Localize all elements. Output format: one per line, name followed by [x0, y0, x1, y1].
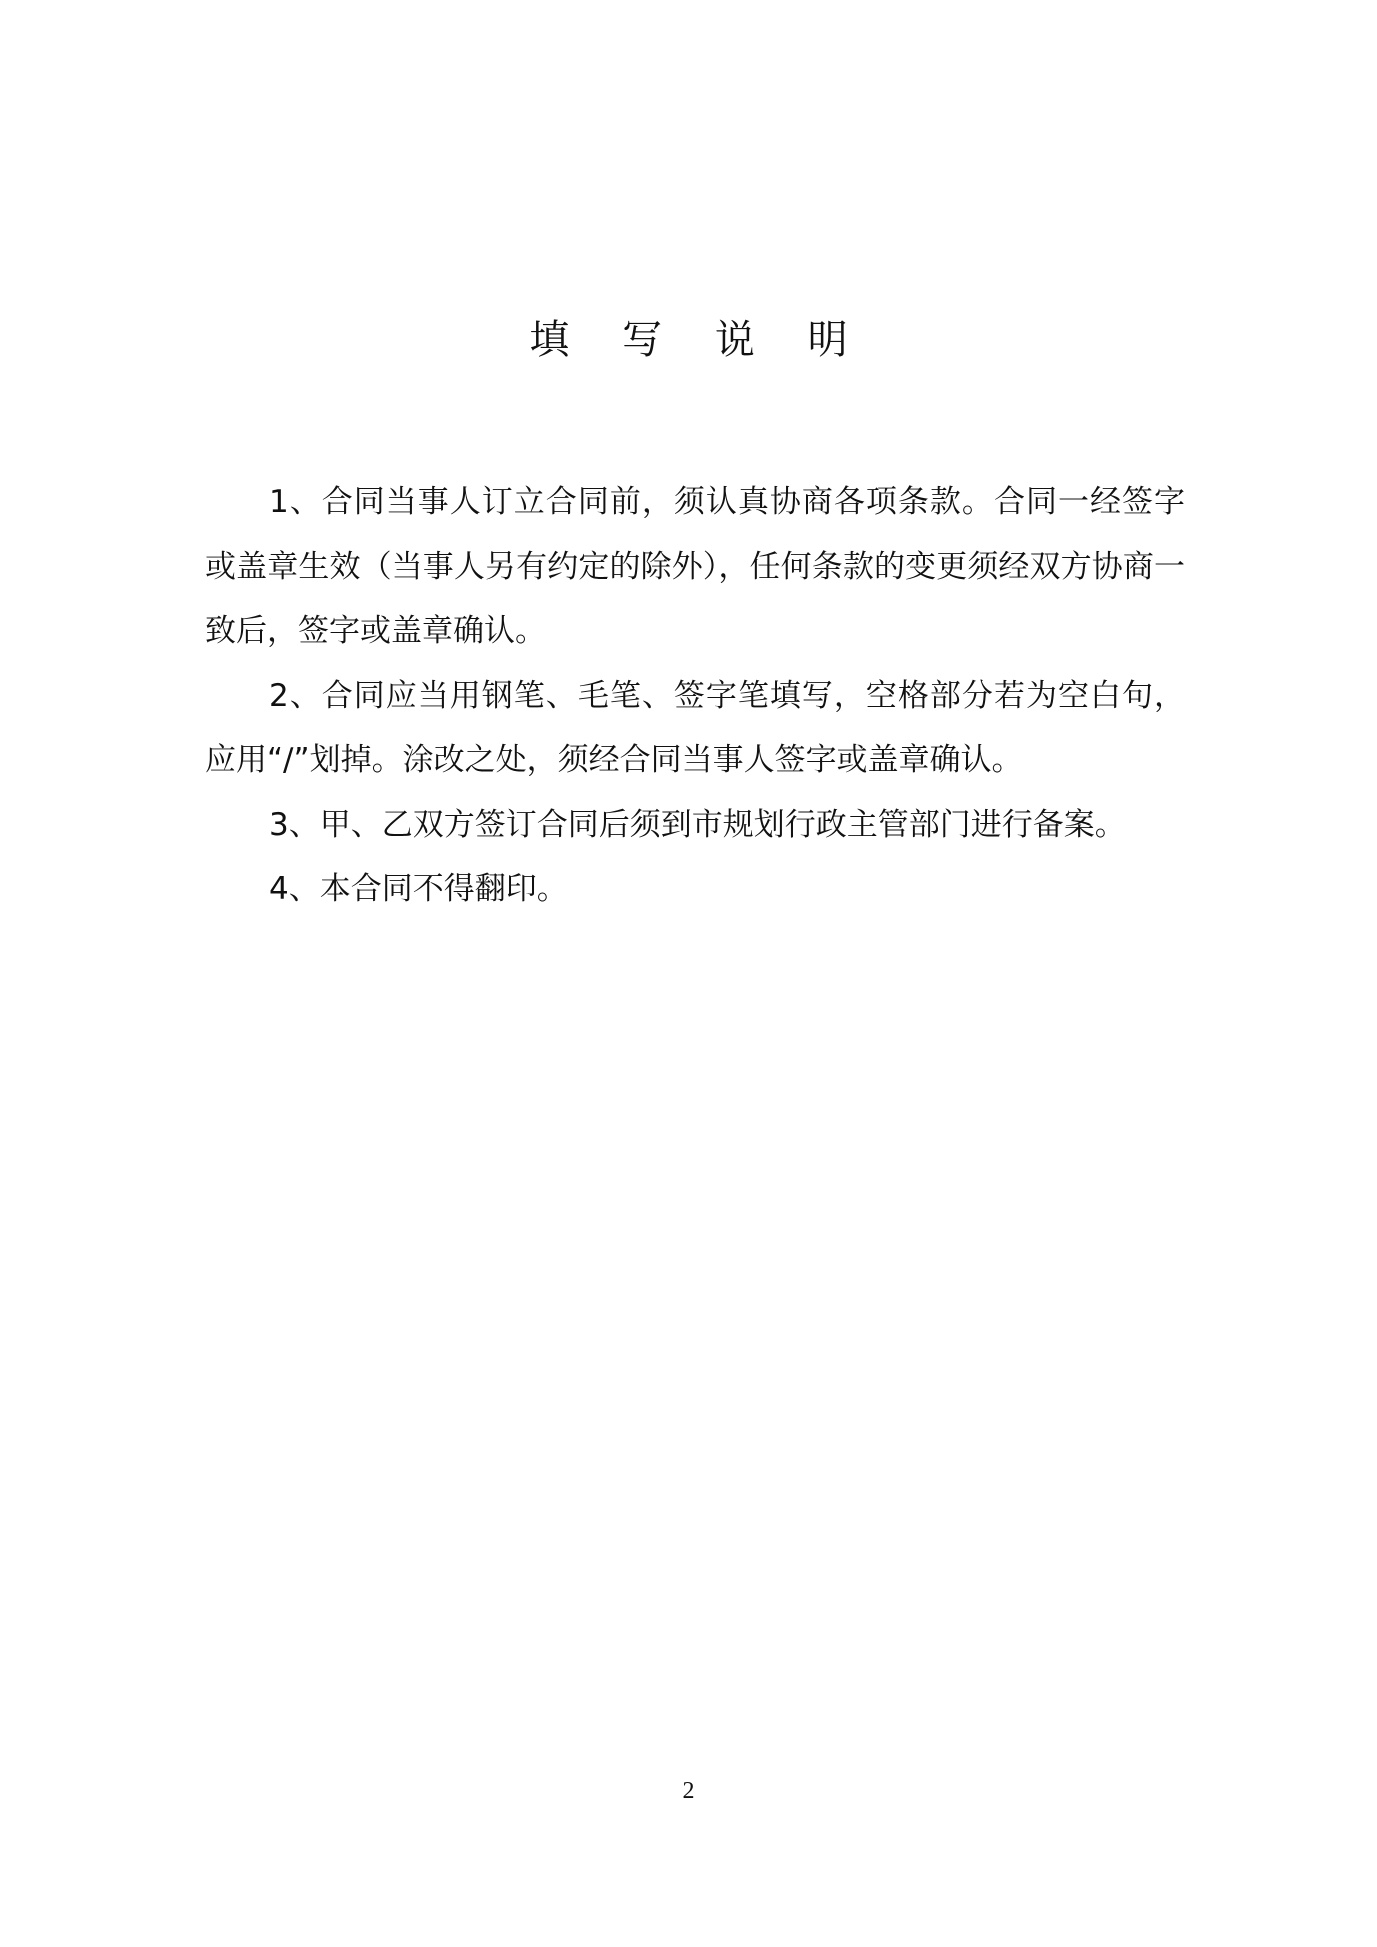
instruction-item-1: 1、合同当事人订立合同前，须认真协商各项条款。合同一经签字或盖章生效（当事人另有约定的除外），任何条款的变更须经双方协商一致后，签字或盖章确认。 — [205, 484, 1185, 649]
instruction-item-4: 4、本合同不得翻印。 — [269, 871, 568, 907]
page-title: 填 写 说 明 — [529, 317, 868, 363]
instruction-item-3: 3、甲、乙双方签订合同后须到市规划行政主管部门进行备案。 — [269, 806, 1126, 843]
instruction-item-2: 2、合同应当用钢笔、毛笔、签字笔填写，空格部分若为空白句，应用“/”划掉。涂改之处，须经合同当事人签字或盖章确认。 — [205, 677, 1185, 778]
page-number: 2 — [682, 1778, 695, 1804]
instructions-body — [205, 470, 1185, 922]
